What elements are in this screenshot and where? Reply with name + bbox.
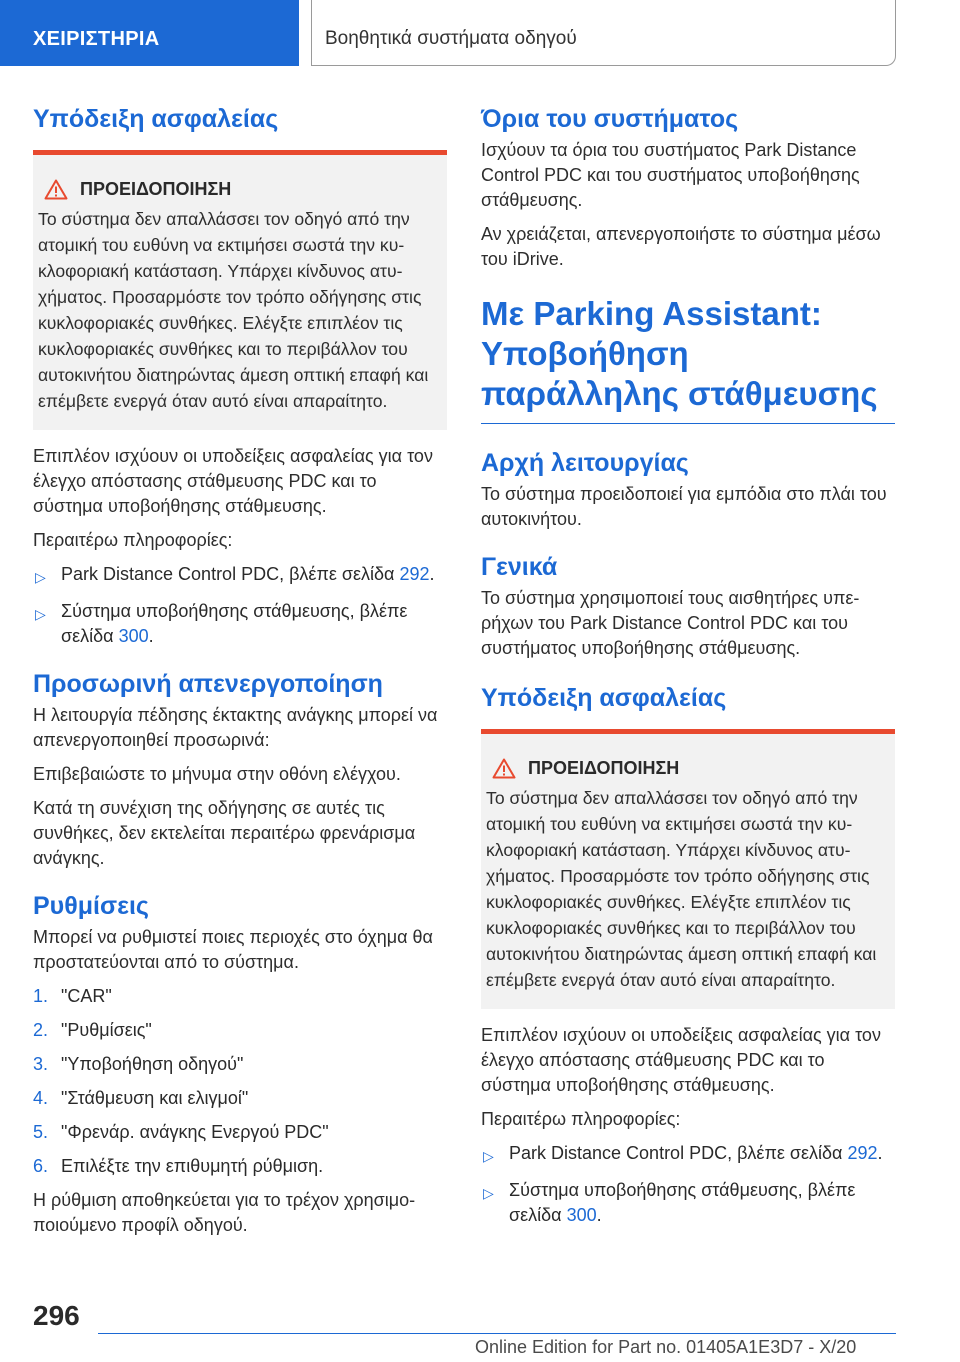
step-text: "Ρυθμίσεις" xyxy=(61,1020,152,1040)
page-header xyxy=(0,0,960,66)
warning-header xyxy=(41,179,442,200)
page-link[interactable]: 292 xyxy=(399,564,430,584)
paragraph: Το σύστημα προειδοποιεί για εμπόδια στο πλάι του αυτοκινήτου. xyxy=(481,484,887,529)
step-number: 2. xyxy=(33,1020,49,1040)
chapter-tab[interactable] xyxy=(311,0,896,66)
bullet-text: Σύστημα υποβοήθησης στάθμευσης, βλέπε σελίδα xyxy=(61,601,408,646)
warning-text: Το σύστημα δεν απαλλάσσει τον οδηγό από την ατομική του ευθύνη να εκτιμήσει σωστά την κυκλοφοριακή κατάσταση. Υπάρχει κίνδυνος ατυχήματος. Προσαρμόστε τον τρόπο οδήγησης στις κυκλοφοριακές συνθήκες. Ελέγξτε επιπλέον τις κυκλοφοριακές συνθήκες και το περιβάλλον του αυτοκινήτου διατηρώντας άμεση οπτική επαφή και επέμβετε ενεργά όταν αυτό είναι απαραίτητο. xyxy=(486,788,877,990)
step-item xyxy=(33,1018,447,1043)
paragraph: Αν χρειάζεται, απενεργοποιήστε το σύστημα μέσω του iDrive. xyxy=(481,224,881,269)
paragraph: Επιβεβαιώστε το μήνυμα στην οθόνη ελέγχου. xyxy=(33,764,401,784)
warning-box xyxy=(33,155,447,430)
step-text: Επιλέξτε την επιθυμητή ρύθμιση. xyxy=(61,1156,324,1176)
step-text: "Φρενάρ. ανάγκης Ενεργού PDC" xyxy=(61,1122,329,1142)
bullet-item: ▷ Park Distance Control PDC, βλέπε σελίδα 292. xyxy=(481,1141,895,1169)
warning-title: ΠΡΟΕΙΔΟΠΟΙΗΣΗ xyxy=(528,758,680,778)
heading-parallel-parking: Με Parking Assistant: Υποβοήθηση παράλληλης στάθμευσης xyxy=(481,295,878,412)
bullet-item: ▷ Park Distance Control PDC, βλέπε σελίδα 292. xyxy=(33,562,447,590)
triangle-bullet-icon: ▷ xyxy=(483,1148,494,1164)
bullet-text: Park Distance Control PDC, βλέπε σελίδα xyxy=(61,564,400,584)
paragraph: Περαιτέρω πληροφορίες: xyxy=(481,1109,681,1129)
step-number: 1. xyxy=(33,986,49,1006)
page-number: 296 xyxy=(33,1300,80,1331)
warning-header xyxy=(489,758,890,779)
paragraph: Επιπλέον ισχύουν οι υποδείξεις ασφαλείας για τον έλεγχο απόστασης στάθμευσης PDC και το σύστημα υποβοήθησης στάθμευσης. xyxy=(33,446,433,516)
triangle-bullet-icon: ▷ xyxy=(483,1185,494,1201)
paragraph: Η ρύθμιση αποθηκεύεται για το τρέχον χρησιμοποιούμενο προφίλ οδηγού. xyxy=(33,1190,416,1235)
step-number: 6. xyxy=(33,1156,49,1176)
step-number: 4. xyxy=(33,1088,49,1108)
step-text: "CAR" xyxy=(61,986,112,1006)
step-text: "Στάθμευση και ελιγμοί" xyxy=(61,1088,249,1108)
bullet-text: Park Distance Control PDC, βλέπε σελίδα xyxy=(509,1143,848,1163)
chapter-title: Βοηθητικά συστήματα οδηγού xyxy=(325,28,577,49)
warning-title: ΠΡΟΕΙΔΟΠΟΙΗΣΗ xyxy=(80,179,232,199)
page-link[interactable]: 292 xyxy=(847,1143,878,1163)
heading-system-limits: Όρια του συστήματος xyxy=(481,105,739,133)
step-item xyxy=(33,1086,447,1111)
paragraph: Μπορεί να ρυθμιστεί ποιες περιοχές στο όχημα θα προστατεύονται από το σύστημα. xyxy=(33,927,433,972)
paragraph: Κατά τη συνέχιση της οδήγησης σε αυτές τις συνθήκες, δεν εκτελείται περαιτέρω φρενάρισμα ανάγκης. xyxy=(33,798,416,868)
section-tab[interactable] xyxy=(0,0,299,66)
warning-triangle-icon xyxy=(44,179,68,200)
paragraph: Η λειτουργία πέδησης έκτακτης ανάγκης μπορεί να απενεργοποιηθεί προσωρινά: xyxy=(33,705,438,750)
heading-safety-note: Υπόδειξη ασφαλείας xyxy=(33,105,279,133)
triangle-bullet-icon: ▷ xyxy=(35,569,46,585)
left-column xyxy=(33,100,447,1238)
paragraph: Επιπλέον ισχύουν οι υποδείξεις ασφαλείας για τον έλεγχο απόστασης στάθμευσης PDC και το σύστημα υποβοήθησης στάθμευσης. xyxy=(481,1025,881,1095)
warning-box xyxy=(481,734,895,1009)
step-number: 5. xyxy=(33,1122,49,1142)
page-link[interactable]: 300 xyxy=(118,626,149,646)
bullet-text: Σύστημα υποβοήθησης στάθμευσης, βλέπε σελίδα xyxy=(509,1180,856,1225)
paragraph: Περαιτέρω πληροφορίες: xyxy=(33,530,233,550)
step-text: "Υποβοήθηση οδηγού" xyxy=(61,1054,244,1074)
paragraph: Ισχύουν τα όρια του συστήματος Park Distance Control PDC και του συστήματος υποβοήθησης στάθμευσης. xyxy=(481,140,860,210)
step-item xyxy=(33,1154,447,1179)
section-title: ΧΕΙΡΙΣΤΗΡΙΑ xyxy=(33,28,160,50)
heading-underline xyxy=(481,423,895,424)
warning-triangle-icon xyxy=(492,758,516,779)
step-item xyxy=(33,1120,447,1145)
bullet-item: ▷ Σύστημα υποβοήθησης στάθμευσης, βλέπε σελίδα 300. xyxy=(33,599,447,649)
edition-note: Online Edition for Part no. 01405A1E3D7 - X/20 xyxy=(475,1337,857,1357)
right-column xyxy=(481,100,895,1228)
heading-temp-deactivation: Προσωρινή απενεργοποίηση xyxy=(33,670,383,698)
step-item xyxy=(33,984,447,1009)
bullet-item: ▷ Σύστημα υποβοήθησης στάθμευσης, βλέπε σελίδα 300. xyxy=(481,1178,895,1228)
footer-rule xyxy=(98,1333,896,1334)
page-link[interactable]: 300 xyxy=(566,1205,597,1225)
paragraph: Το σύστημα χρησιμοποιεί τους αισθητήρες υπερήχων του Park Distance Control PDC και του συστήματος υποβοήθησης στάθμευσης. xyxy=(481,588,860,658)
heading-principle: Αρχή λειτουργίας xyxy=(481,449,689,477)
heading-general: Γενικά xyxy=(481,553,558,581)
step-number: 3. xyxy=(33,1054,49,1074)
heading-safety-note: Υπόδειξη ασφαλείας xyxy=(481,684,727,712)
heading-settings: Ρυθμίσεις xyxy=(33,892,149,920)
triangle-bullet-icon: ▷ xyxy=(35,606,46,622)
warning-text: Το σύστημα δεν απαλλάσσει τον οδηγό από την ατομική του ευθύνη να εκτιμήσει σωστά την κυκλοφοριακή κατάσταση. Υπάρχει κίνδυνος ατυχήματος. Προσαρμόστε τον τρόπο οδήγησης στις κυκλοφοριακές συνθήκες. Ελέγξτε επιπλέον τις κυκλοφοριακές συνθήκες και το περιβάλλον του αυτοκινήτου διατηρώντας άμεση οπτική επαφή και επέμβετε ενεργά όταν αυτό είναι απαραίτητο. xyxy=(38,209,429,411)
step-item xyxy=(33,1052,447,1077)
